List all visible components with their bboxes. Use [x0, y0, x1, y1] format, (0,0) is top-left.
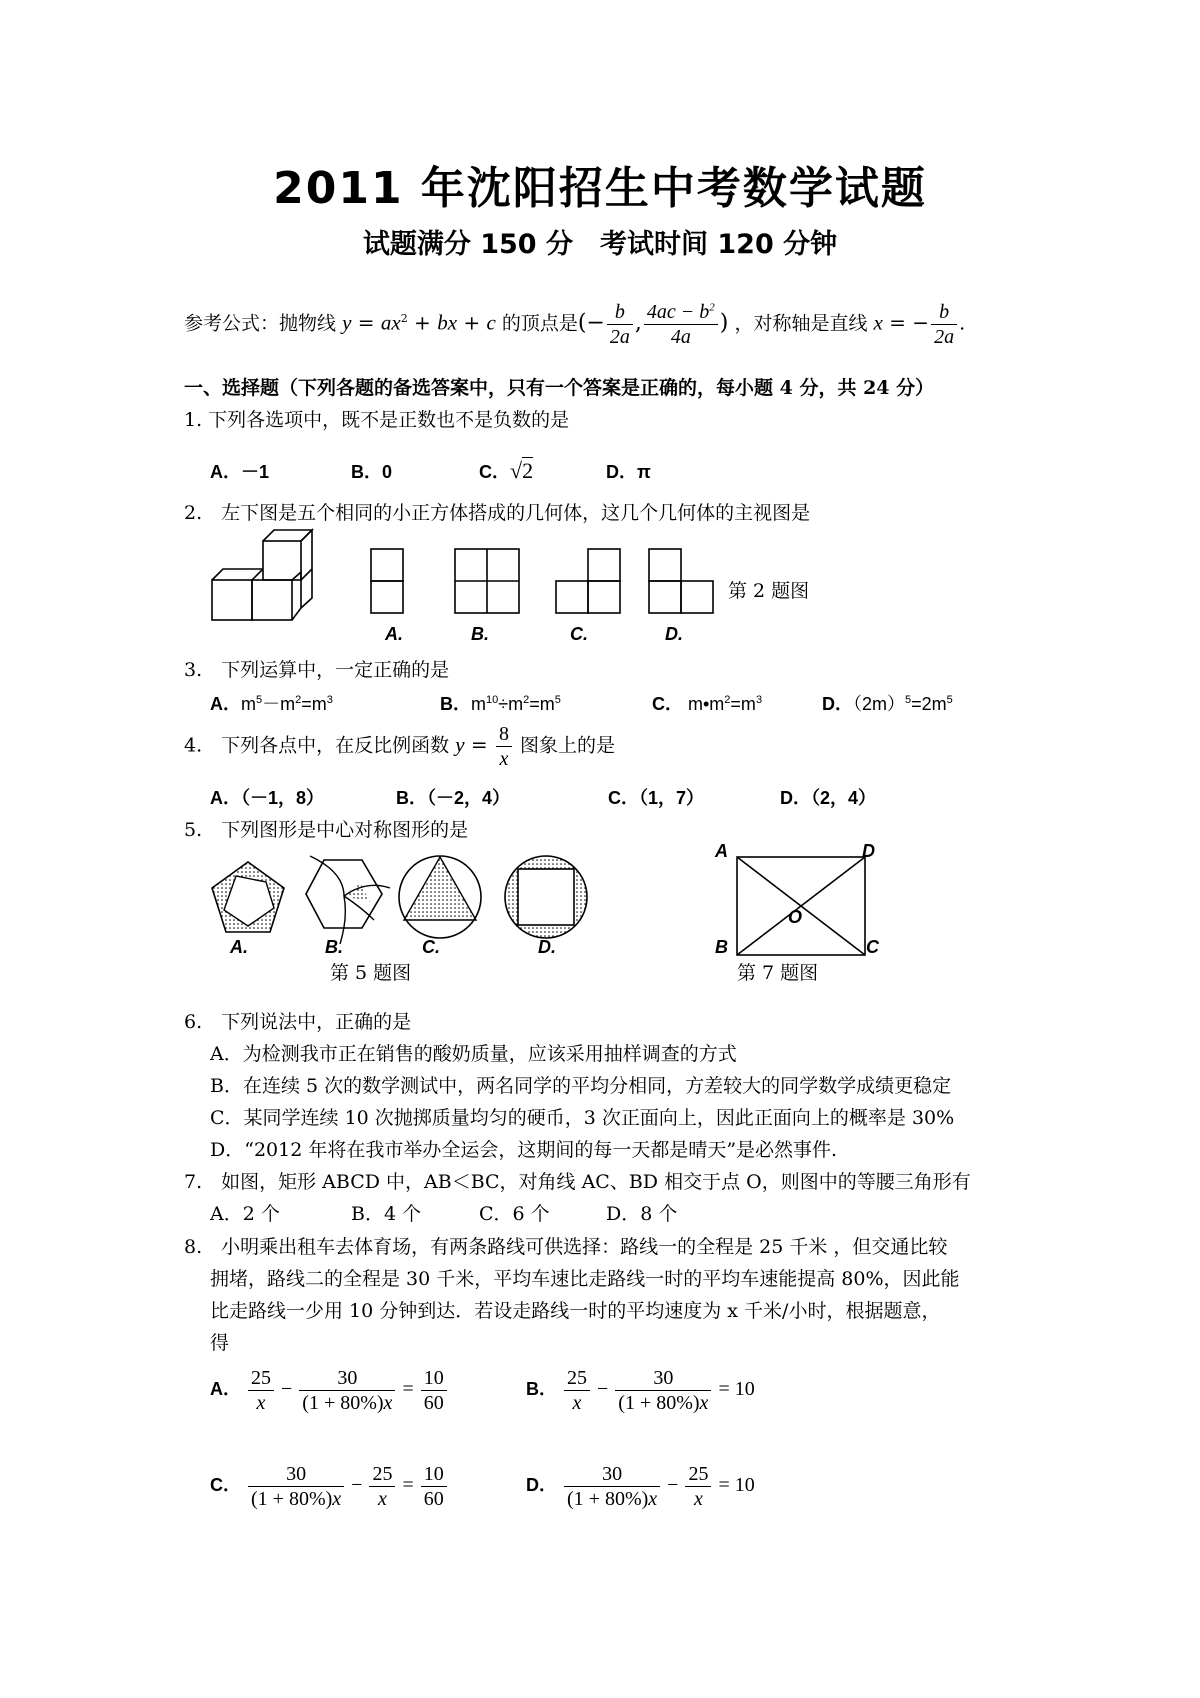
- q8-option-b: B． $\frac{25}{x}$ − $\frac{30}{(1 + 80\%)x}$ = 10: [526, 1367, 755, 1414]
- q8-option-c-letter: C．: [210, 1475, 241, 1496]
- q1-option-c: [479, 458, 533, 484]
- q6-option-d: D．“2012 年将在我市举办全运会，这期间的每一天都是晴天”是必然事件.: [210, 1139, 838, 1161]
- q8-option-a: A． $\frac{25}{x}$ − $\frac{30}{(1 + 80\%)x}$ = $\frac{10}{60}$: [210, 1366, 449, 1415]
- q3-option-c: C． $m•m^2=m^3$: [652, 694, 763, 714]
- q7-option-a: A．2 个: [210, 1203, 280, 1225]
- section-heading: 一、选择题（下列各题的备选答案中，只有一个答案是正确的，每小题 4 分，共 24 分）: [184, 377, 935, 399]
- q2-solid-figure: [210, 528, 330, 638]
- q4-option-d: D．（2，4）: [780, 788, 877, 808]
- fig7-point-d: D: [862, 841, 875, 861]
- formula-prefix: 参考公式：抛物线: [184, 312, 337, 335]
- q2-option-b-figure: [454, 548, 520, 614]
- q5-option-c-figure: [397, 854, 483, 940]
- q5-label-a: A.: [230, 937, 248, 957]
- fig7-point-o: O: [788, 907, 803, 927]
- q1-option-d: D．π: [606, 462, 651, 482]
- q4-option-b: B．（－2，4）: [396, 788, 511, 808]
- q2-stem: 2. 左下图是五个相同的小正方体搭成的几何体，这几个几何体的主视图是: [184, 502, 811, 524]
- q5-label-c: C.: [422, 937, 440, 957]
- q5-option-a-figure: [208, 858, 288, 938]
- q4-stem-pre: 4. 下列各点中，在反比例函数: [184, 734, 450, 757]
- fig7-point-c: C: [866, 937, 879, 957]
- q8-option-c: C． $\frac{30}{(1 + 80\%)x}$ − $\frac{25}{x}$ = $\frac{10}{60}$: [210, 1462, 449, 1511]
- q3-option-d: D．$(2m)^5=2m^5$: [822, 694, 953, 714]
- q2-option-d-figure: [648, 548, 714, 614]
- axis-text: ，对称轴是直线: [734, 312, 868, 335]
- q3-stem: 3. 下列运算中，一定正确的是: [184, 659, 450, 681]
- q1-option-c-label: C．: [479, 462, 510, 482]
- q6-option-c: C．某同学连续 10 次抛掷质量均匀的硬币，3 次正面向上，因此正面向上的概率是 30%: [210, 1107, 955, 1129]
- q3-option-a: A．$m^5-m^2=m^3$: [210, 694, 333, 714]
- q7-option-d: D．8 个: [606, 1203, 678, 1225]
- page-subtitle: 试题满分 150 分 考试时间 120 分钟: [362, 229, 838, 260]
- q8-line-3: 比走路线一少用 10 分钟到达．若设走路线一时的平均速度为 x 千米/小时，根据题意，: [210, 1300, 941, 1322]
- q3-option-b: B．$m^{10}\div m^2=m^5$: [440, 694, 561, 714]
- q6-option-a: A．为检测我市正在销售的酸奶质量，应该采用抽样调查的方式: [210, 1043, 737, 1065]
- q8-option-a-letter: A．: [210, 1379, 241, 1400]
- q2-caption: 第 2 题图: [728, 580, 810, 602]
- q5-stem: 5. 下列图形是中心对称图形的是: [184, 819, 469, 841]
- q5-option-d-figure: [503, 854, 589, 940]
- q8-line-1: 8. 小明乘出租车去体育场，有两条路线可供选择：路线一的全程是 25 千米 ，但交通比较: [184, 1236, 948, 1258]
- q6-stem: 6. 下列说法中，正确的是: [184, 1011, 412, 1033]
- q4-option-c: C．（1，7）: [608, 788, 705, 808]
- axis-fraction: $\frac{b}{2a}$: [931, 300, 957, 349]
- q2-option-a-figure: [370, 548, 404, 614]
- q6-option-b: B．在连续 5 次的数学测试中，两名同学的平均分相同，方差较大的同学数学成绩更稳定: [210, 1075, 952, 1097]
- vertex-text: 的顶点是: [501, 312, 578, 335]
- parabola-equation: y: [342, 310, 352, 335]
- q7-option-b: B．4 个: [351, 1203, 422, 1225]
- q8-option-d: D． $\frac{30}{(1 + 80\%)x}$ − $\frac{25}{x}$ = 10: [526, 1463, 755, 1510]
- reference-formula: 参考公式：抛物线 $y = ax^2$ + bx + c 的顶点是(− $\frac{b}{2a}$ , $\frac{4ac - b^2}{4a}$ ) ，对称轴是直线 x = − $\frac{b}{2a}$ .: [184, 301, 966, 348]
- vertex-x-fraction: $\frac{b}{2a}$: [607, 300, 633, 349]
- fig7-caption: 第 7 题图: [737, 962, 819, 984]
- q7-stem: 7. 如图，矩形 ABCD 中，AB＜BC，对角线 AC、BD 相交于点 O，则图中的等腰三角形有: [184, 1171, 971, 1193]
- q8-line-2: 拥堵，路线二的全程是 30 千米，平均车速比走路线一时的平均车速能提高 80%，因此能: [210, 1268, 960, 1290]
- q2-label-d: D.: [665, 624, 683, 644]
- q4-stem-post: 图象上的是: [520, 734, 616, 757]
- q1-stem: 1. 下列各选项中，既不是正数也不是负数的是: [184, 409, 570, 431]
- q8-line-4: 得: [210, 1332, 230, 1354]
- fig7-point-a: A: [715, 841, 728, 861]
- q2-label-b: B.: [471, 624, 489, 644]
- page-title: 2011 年沈阳招生中考数学试题: [273, 163, 927, 214]
- sqrt-two: √2: [510, 458, 534, 483]
- q8-option-b-letter: B．: [526, 1379, 557, 1400]
- q2-label-c: C.: [570, 624, 588, 644]
- q5-option-b-figure: [300, 852, 390, 942]
- q5-caption: 第 5 题图: [330, 962, 412, 984]
- q2-label-a: A.: [385, 624, 403, 644]
- inverse-function-fraction: $\frac{8}{x}$: [496, 722, 512, 771]
- q1-option-b: B．0: [351, 462, 393, 482]
- q7-option-c: C．6 个: [479, 1203, 550, 1225]
- vertex-y-fraction: $\frac{4ac - b^2}{4a}$: [644, 300, 718, 349]
- q8-option-d-letter: D．: [526, 1475, 557, 1496]
- q4-option-a: A．（－1，8）: [210, 788, 325, 808]
- formula-end: .: [959, 312, 966, 335]
- q5-label-d: D.: [538, 937, 556, 957]
- fig7-point-b: B: [715, 937, 728, 957]
- q2-option-c-figure: [555, 548, 621, 614]
- q1-option-a: A．－1: [210, 462, 270, 482]
- q4-stem: 4. 下列各点中，在反比例函数 y = $\frac{8}{x}$ 图象上的是: [184, 723, 616, 770]
- q7-rectangle-figure: [736, 856, 866, 956]
- q5-label-b: B.: [325, 937, 343, 957]
